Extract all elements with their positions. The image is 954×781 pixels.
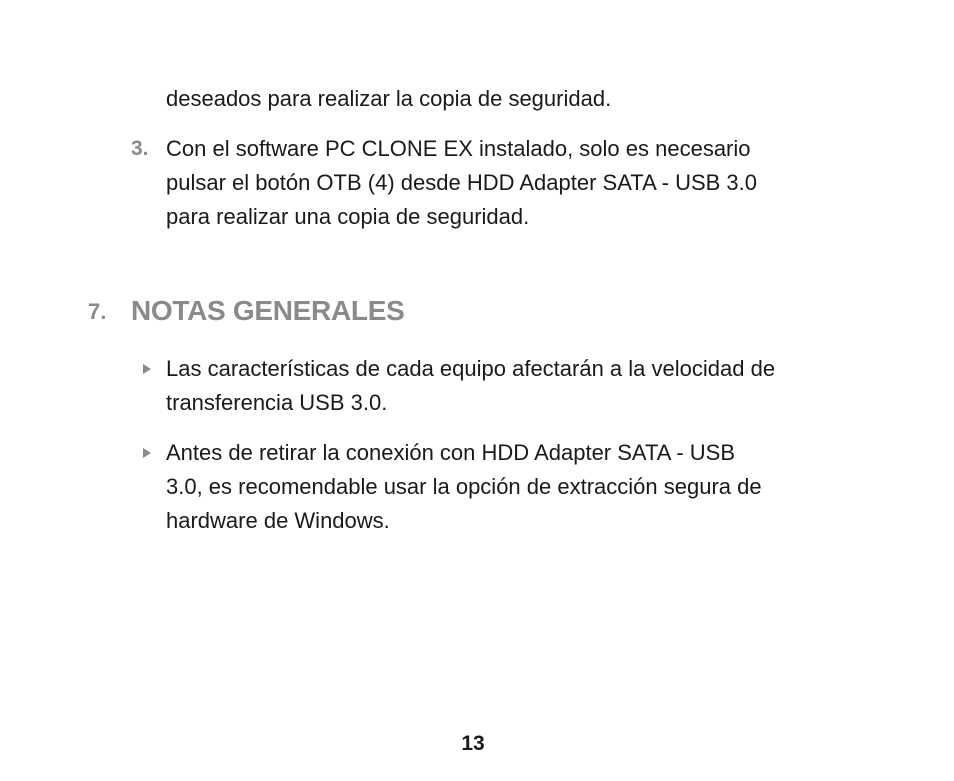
step3-text-line-3: para realizar una copia de seguridad. xyxy=(166,204,530,229)
intro-text-line: deseados para realizar la copia de seguridad. xyxy=(166,86,612,111)
step3-text-line-2: pulsar el botón OTB (4) desde HDD Adapter SATA - USB 3.0 xyxy=(166,170,758,195)
bullet1-text-line-1: Las características de cada equipo afectarán a la velocidad de xyxy=(166,356,776,381)
bullet2-text-line-2: 3.0, es recomendable usar la opción de extracción segura de xyxy=(166,474,762,499)
bullet-arrow-icon xyxy=(143,448,151,458)
section-title: NOTAS GENERALES xyxy=(131,295,405,326)
section-number: 7. xyxy=(88,299,107,324)
step-number: 3. xyxy=(131,137,149,160)
step3-text-line-1: Con el software PC CLONE EX instalado, solo es necesario xyxy=(166,136,751,161)
bullet1-text-line-2: transferencia USB 3.0. xyxy=(166,390,388,415)
bullet2-text-line-1: Antes de retirar la conexión con HDD Adapter SATA - USB xyxy=(166,440,736,465)
page-number: 13 xyxy=(461,732,485,755)
bullet2-text-line-3: hardware de Windows. xyxy=(166,508,390,533)
bullet-arrow-icon xyxy=(143,364,151,374)
